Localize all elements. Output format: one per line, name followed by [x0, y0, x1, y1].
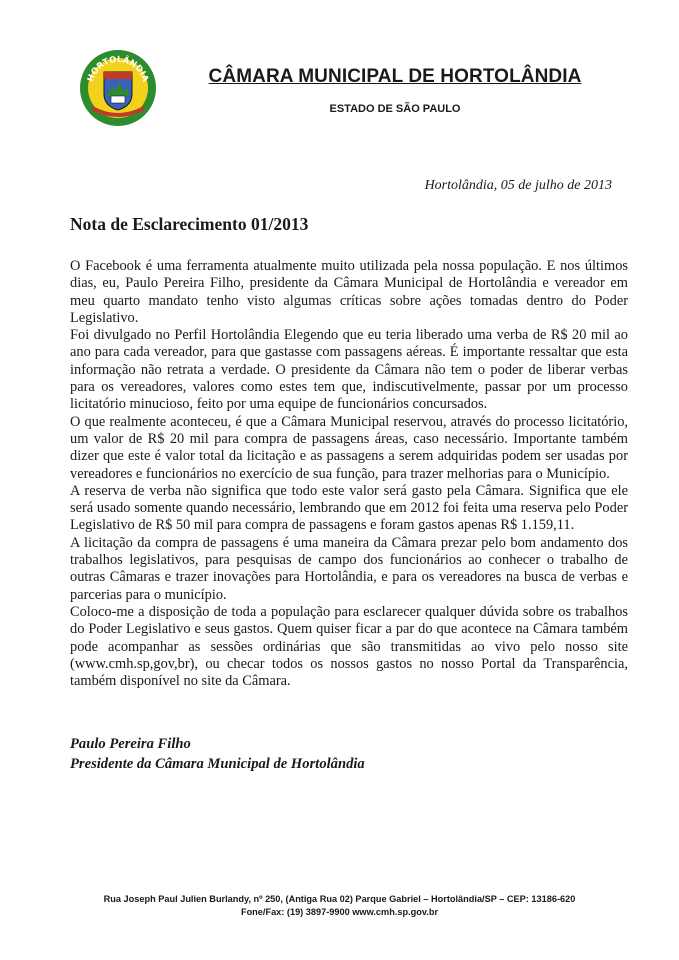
signature-block: [70, 734, 365, 774]
date-line: Hortolândia, 05 de julho de 2013: [424, 178, 612, 193]
paragraph: A reserva de verba não significa que todo este valor será gasto pela Câmara. Significa que ele será usado somente quando necessário, lembrando que em 2012 foi feita uma reserva pelo Poder Legislativo de R$ 50 mil para compra de passagens e foram gastos apenas R$ 1.159,11.: [70, 482, 628, 534]
paragraph: Coloco-me a disposição de toda a população para esclarecer qualquer dúvida sobre os trabalhos do Poder Legislativo e seus gastos. Quem quiser ficar a par do que acontece na Câmara também pode acompanhar as sessões ordinárias que são transmitidas ao vivo pelo nosso site (www.cmh.sp,gov,br), ou checar todos os nossos gastos no nosso Portal da Transparência, também disponível no site da Câmara.: [70, 603, 628, 690]
footer-contact: Fone/Fax: (19) 3897-9900 www.cmh.sp.gov.br: [240, 907, 439, 917]
organization-title: CÂMARA MUNICIPAL DE HORTOLÂNDIA: [208, 66, 582, 87]
footer-address: Rua Joseph Paul Julien Burlandy, nº 250, (Antiga Rua 02) Parque Gabriel – Hortolândia/SP – CEP: 13186-620: [103, 894, 576, 904]
paragraph: O Facebook é uma ferramenta atualmente muito utilizada pela nossa população. E nos últimos dias, eu, Paulo Pereira Filho, presidente da Câmara Municipal de Hortolândia e vereador em meu quarto mandato tenho visto algumas críticas sobre ações tomadas dentro do Poder Legislativo.: [70, 258, 628, 326]
paragraph: A licitação da compra de passagens é uma maneira da Câmara prezar pelo bom andamento dos trabalhos legislativos, para pesquisas de campo dos funcionários ao conhecer o trabalho de outras Câmaras e trazer inovações para Hortolândia, e para os vereadores na busca de verbas e parcerias para o município.: [70, 534, 628, 603]
signature-role: Presidente da Câmara Municipal de Hortolândia: [70, 756, 365, 772]
note-body: [70, 258, 628, 690]
signature-name: Paulo Pereira Filho: [70, 736, 191, 752]
logo-label: HORTOLÂNDIA: [85, 54, 151, 84]
footer: [40, 893, 639, 919]
municipal-coat-of-arms-logo: [78, 48, 158, 128]
organization-subtitle: ESTADO DE SÃO PAULO: [329, 103, 461, 115]
paragraph: Foi divulgado no Perfil Hortolândia Elegendo que eu teria liberado uma verba de R$ 20 mil ao ano para cada vereador, para que gastasse com passagens aéreas. É importante ressaltar que esta informação não retrata a verdade. O presidente da Câmara não tem o poder de liberar verbas para os vereadores, valores como estes tem que, indiscutivelmente, passar por um processo licitatório minucioso, feito por uma equipe de funcionários concursados.: [70, 327, 628, 413]
note-title: Nota de Esclarecimento 01/2013: [70, 214, 309, 234]
paragraph: O que realmente aconteceu, é que a Câmara Municipal reservou, através do processo licitatório, um valor de R$ 20 mil para compra de passagens áreas, caso necessário. Importante também dizer que este é valor total da licitação e as passagens a serem adquiridas podem ser usadas por vereadores e funcionários no exercício de sua função, para trazer melhorias para o Município.: [70, 413, 628, 482]
